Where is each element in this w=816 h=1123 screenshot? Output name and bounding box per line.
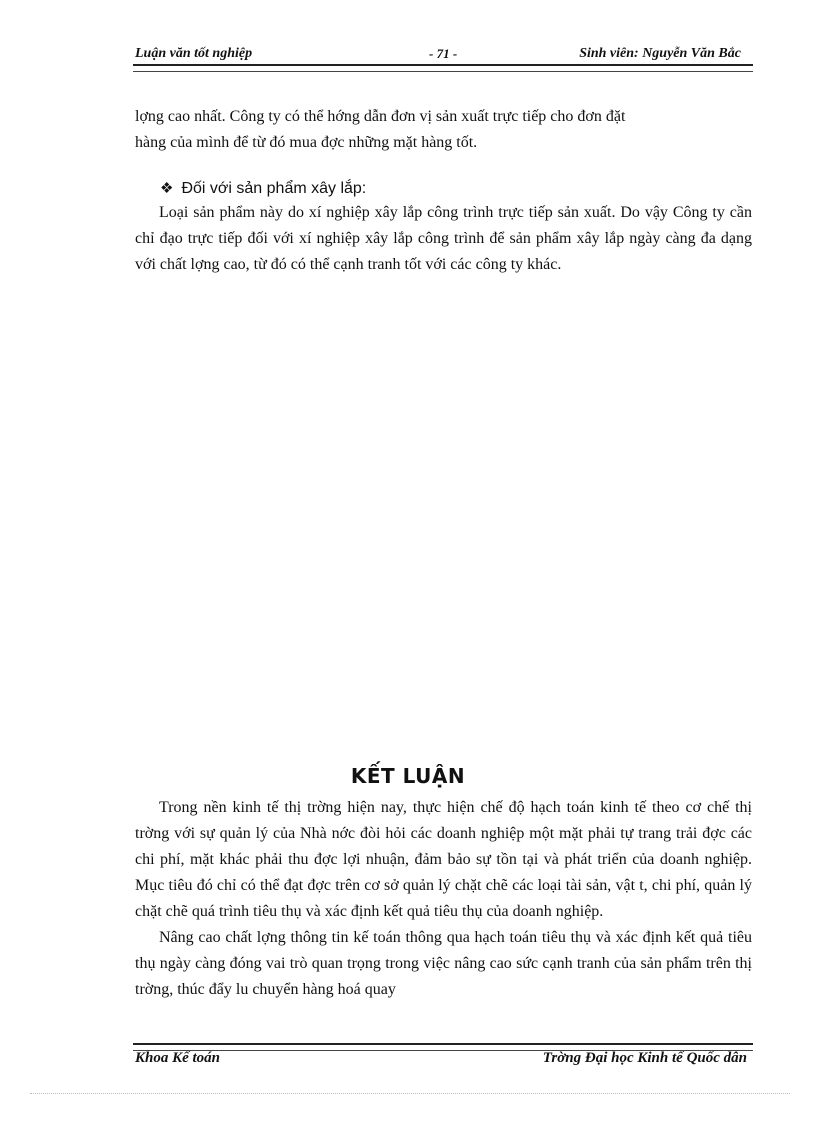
header-thesis-title: Luận văn tốt nghiệp [135, 46, 253, 61]
page-footer [133, 1050, 747, 1074]
page-bottom-border [30, 1093, 790, 1094]
header-page-number: - 71 - [429, 46, 458, 61]
bullet-item [160, 176, 366, 202]
continuation-paragraph [135, 104, 752, 156]
conclusion-paragraph-2: Nâng cao chất lợng thông tin kế toán thông qua hạch toán tiêu thụ và xác định kết quả tiêu thụ ngày càng đóng vai trò quan trọng trong việc nâng cao sức cạnh tranh của sản phẩm trên thị trờng, thúc đẩy lu chuyển hàng hoá quay [135, 929, 752, 998]
construction-paragraph [135, 200, 752, 278]
conclusion-paragraph-1: Trong nền kinh tế thị trờng hiện nay, thực hiện chế độ hạch toán kinh tế theo cơ chế thị trờng với sự quản lý của Nhà nớc đòi hỏi các doanh nghiệp một mặt phải tự trang trải đợc các chi phí, mặt khác phải thu đợc lợi nhuận, đảm bảo sự tồn tại và phát triển của doanh nghiệp. Mục tiêu đó chỉ có thể đạt đợc trên cơ sở quản lý chặt chẽ các loại tài sản, vật t, chi phí, quản lý chặt chẽ quá trình tiêu thụ và xác định kết quả tiêu thụ của doanh nghiệp. [135, 799, 752, 920]
paragraph-text: Loại sản phẩm này do xí nghiệp xây lắp công trình trực tiếp sản xuất. Do vậy Công ty cần chỉ đạo trực tiếp đối với xí nghiệp xây lắp công trình để sản phẩm xây lắp ngày càng đa dạng với chất lợng cao, từ đó có thể cạnh tranh tốt với các công ty khác. [135, 204, 752, 273]
bullet-text: Đối với sản phẩm xây lắp: [181, 180, 367, 197]
footer-university: Trờng Đại học Kinh tế Quốc dân [542, 1050, 747, 1066]
conclusion-body [135, 795, 752, 1003]
header-divider [133, 64, 753, 72]
footer-faculty: Khoa Kế toán [135, 1050, 221, 1066]
conclusion-heading: KẾT LUẬN [350, 764, 466, 788]
paragraph-line: lợng cao nhất. Công ty có thể hớng dẫn đơn vị sản xuất trực tiếp cho đơn đặt [135, 108, 626, 125]
paragraph-line: hàng của mình để từ đó mua đợc những mặt hàng tốt. [135, 134, 478, 151]
diamond-bullet-icon: ❖ [160, 180, 174, 197]
header-student-name: Sinh viên: Nguyễn Văn Bắc [579, 46, 741, 61]
